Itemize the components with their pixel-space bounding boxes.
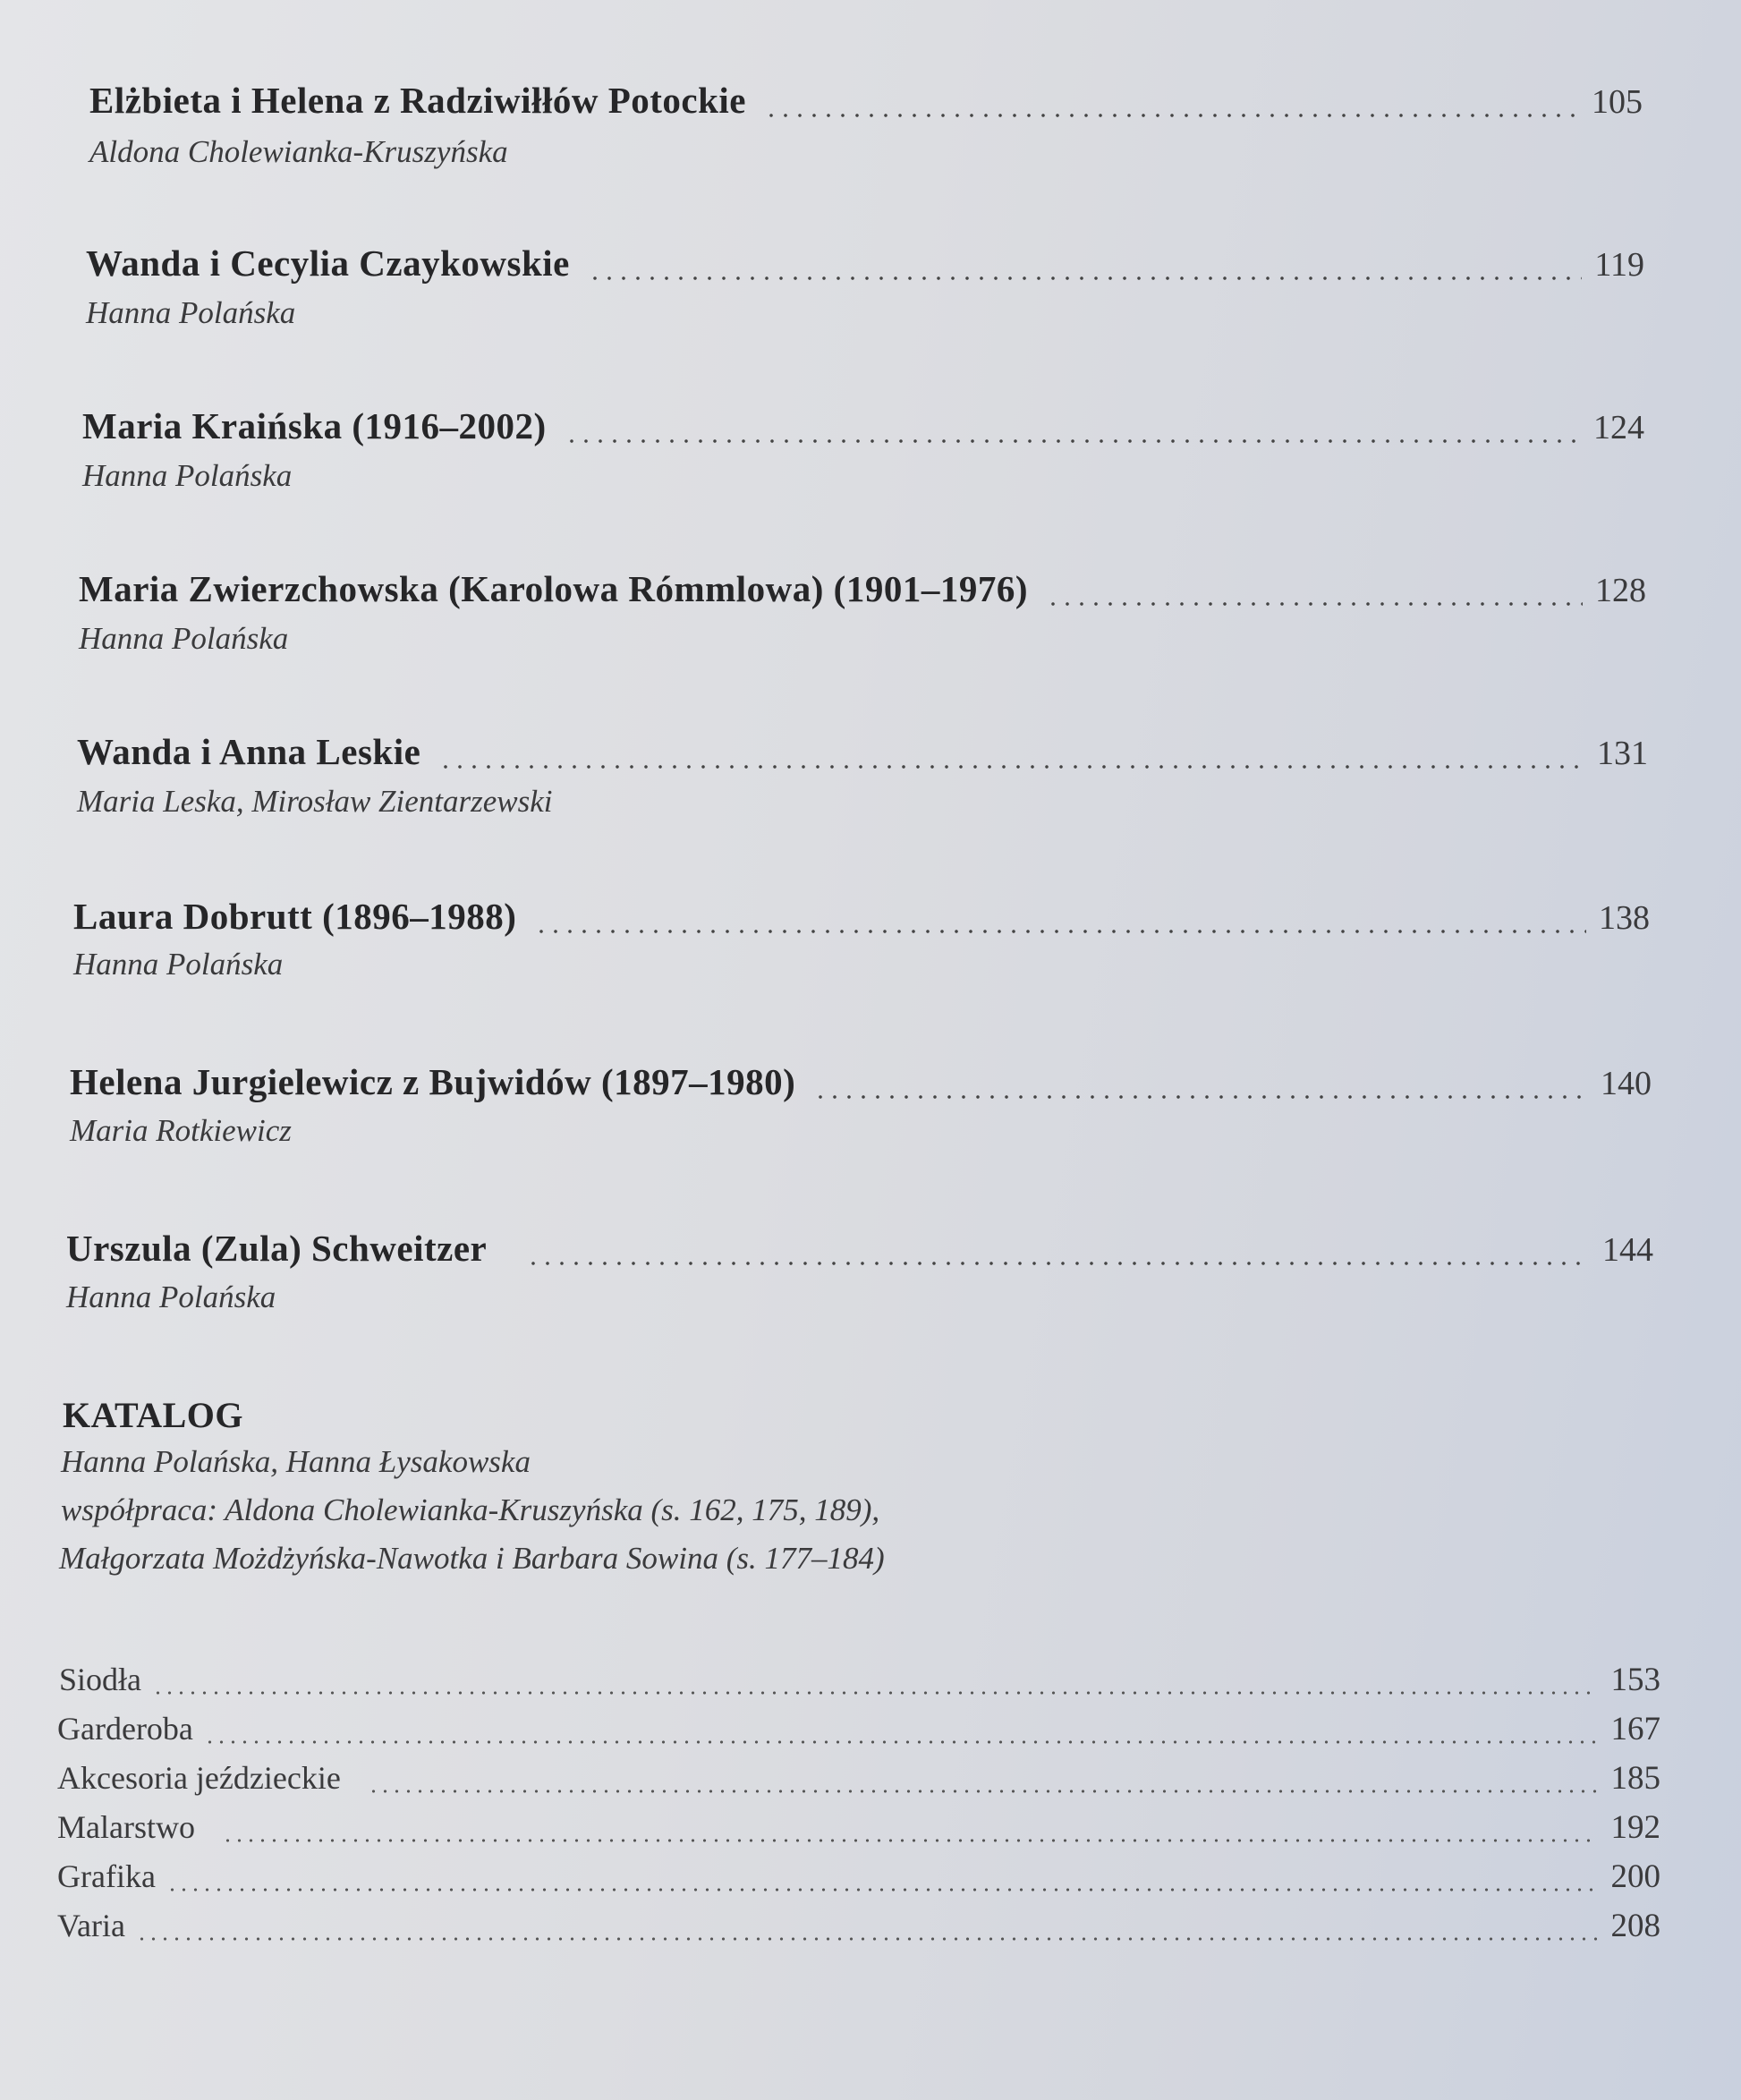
- toc-entry[interactable]: [89, 79, 1643, 132]
- katalog-collaborators: współpraca: Aldona Cholewianka-Kruszyńska (s. 162, 175, 189),: [61, 1492, 880, 1527]
- entry-title: Elżbieta i Helena z Radziwiłłów Potockie: [89, 80, 746, 121]
- entry-page-number: 144: [1602, 1231, 1653, 1269]
- dot-leader: [222, 1837, 1597, 1844]
- toc-entry[interactable]: [66, 1227, 1653, 1280]
- katalog-item-page: 192: [1610, 1809, 1660, 1846]
- dot-leader: [534, 927, 1586, 936]
- toc-entry[interactable]: [73, 895, 1650, 948]
- entry-title: Wanda i Anna Leskie: [77, 731, 421, 772]
- katalog-item-label: Varia: [57, 1908, 125, 1943]
- dot-leader: [152, 1689, 1596, 1696]
- dot-leader: [813, 1093, 1588, 1101]
- entry-page-number: 138: [1599, 899, 1650, 937]
- entry-page-number: 105: [1592, 83, 1643, 121]
- entry-page-number: 128: [1595, 572, 1646, 609]
- dot-leader: [764, 111, 1579, 120]
- katalog-item[interactable]: [59, 1661, 1660, 1705]
- entry-title: Helena Jurgielewicz z Bujwidów (1897–1980): [70, 1061, 796, 1102]
- entry-title: Maria Kraińska (1916–2002): [82, 405, 547, 446]
- toc-entry[interactable]: [82, 404, 1644, 458]
- katalog-item-label: Malarstwo: [57, 1809, 195, 1845]
- entry-page-number: 124: [1593, 409, 1644, 446]
- katalog-item-label: Garderoba: [57, 1711, 193, 1747]
- toc-entry[interactable]: [70, 1060, 1652, 1114]
- toc-entry[interactable]: [79, 567, 1646, 621]
- katalog-heading[interactable]: KATALOG: [63, 1395, 244, 1435]
- dot-leader: [368, 1788, 1597, 1795]
- katalog-item[interactable]: [57, 1858, 1660, 1902]
- toc-entry[interactable]: [86, 242, 1644, 295]
- toc-entry[interactable]: [77, 730, 1648, 784]
- katalog-item[interactable]: [57, 1759, 1660, 1804]
- dot-leader: [526, 1259, 1590, 1268]
- entry-title: Urszula (Zula) Schweitzer: [66, 1228, 488, 1269]
- entry-author: Hanna Polańska: [73, 947, 284, 982]
- dot-leader: [1046, 599, 1583, 608]
- entry-page-number: 131: [1597, 735, 1648, 772]
- entry-author: Hanna Polańska: [79, 621, 289, 656]
- dot-leader: [204, 1739, 1597, 1746]
- katalog-item[interactable]: [57, 1907, 1660, 1951]
- entry-page-number: 140: [1601, 1065, 1652, 1102]
- katalog-item-page: 208: [1610, 1908, 1660, 1944]
- entry-page-number: 119: [1594, 246, 1644, 284]
- entry-author: Hanna Polańska: [86, 295, 296, 330]
- katalog-authors: Hanna Polańska, Hanna Łysakowska: [61, 1444, 531, 1479]
- katalog-collaborators-continued: Małgorzata Możdżyńska-Nawotka i Barbara Sowina (s. 177–184): [59, 1541, 885, 1576]
- entry-author: Hanna Polańska: [82, 458, 293, 493]
- dot-leader: [588, 274, 1583, 283]
- katalog-item-label: Akcesoria jeździeckie: [57, 1760, 341, 1796]
- katalog-item-page: 185: [1610, 1760, 1660, 1797]
- katalog-item-label: Siodła: [59, 1662, 142, 1697]
- katalog-item-page: 153: [1610, 1662, 1660, 1698]
- entry-author: Aldona Cholewianka-Kruszyńska: [89, 134, 508, 169]
- dot-leader: [565, 437, 1581, 446]
- katalog-item-page: 200: [1610, 1858, 1660, 1895]
- dot-leader: [136, 1935, 1597, 1943]
- entry-title: Wanda i Cecylia Czaykowskie: [86, 242, 570, 284]
- katalog-item[interactable]: [57, 1808, 1660, 1853]
- entry-author: Maria Leska, Mirosław Zientarzewski: [77, 784, 553, 819]
- katalog-item-label: Grafika: [57, 1858, 156, 1894]
- katalog-item[interactable]: [57, 1710, 1660, 1755]
- katalog-item-page: 167: [1610, 1711, 1660, 1747]
- entry-title: Laura Dobrutt (1896–1988): [73, 896, 517, 937]
- entry-author: Maria Rotkiewicz: [70, 1113, 292, 1148]
- entry-author: Hanna Polańska: [66, 1280, 276, 1314]
- dot-leader: [438, 762, 1584, 771]
- entry-title: Maria Zwierzchowska (Karolowa Rómmlowa) (1901–1976): [79, 568, 1028, 609]
- dot-leader: [166, 1886, 1597, 1893]
